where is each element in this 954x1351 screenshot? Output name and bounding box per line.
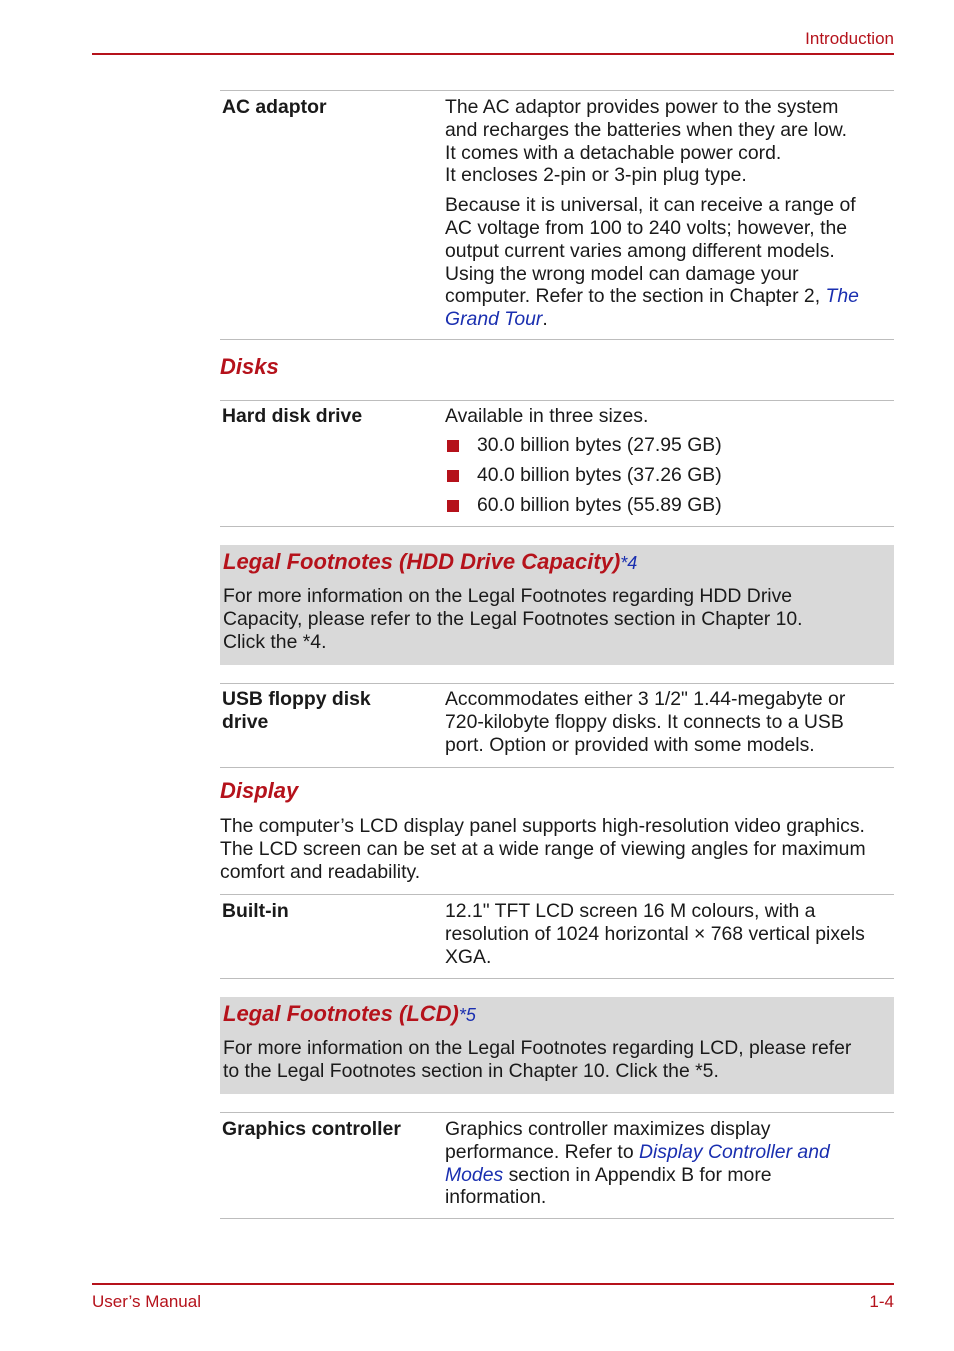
legal-note-title-text: Legal Footnotes (HDD Drive Capacity) bbox=[223, 549, 621, 574]
legal-note-title-text: Legal Footnotes (LCD) bbox=[223, 1001, 459, 1026]
desc-line bbox=[445, 1141, 891, 1164]
term-line: USB floppy disk bbox=[222, 688, 371, 710]
grand-tour-link[interactable]: Grand Tour bbox=[445, 308, 543, 331]
para-line: The computer’s LCD display panel supports high-resolution video graphics. bbox=[220, 815, 865, 837]
legal-note-body bbox=[223, 1037, 888, 1083]
note-line: Click the *4. bbox=[223, 630, 327, 653]
desc-line: 720-kilobyte floppy disks. It connects to a USB bbox=[445, 710, 844, 733]
footer-page-number: 1-4 bbox=[869, 1292, 894, 1311]
desc-line: resolution of 1024 horizontal × 768 vertical pixels bbox=[445, 922, 865, 945]
desc-line: XGA. bbox=[445, 945, 492, 968]
legal-note-hdd bbox=[220, 545, 894, 665]
desc-line bbox=[445, 1164, 891, 1187]
grand-tour-link[interactable]: The bbox=[825, 285, 859, 308]
bullet-square-icon bbox=[447, 440, 459, 452]
row-rule bbox=[220, 978, 894, 979]
para-line: The LCD screen can be set at a wide range of viewing angles for maximum bbox=[220, 837, 866, 860]
desc-text: section in Appendix B for more bbox=[503, 1163, 772, 1186]
footnote-ref-link[interactable]: *5 bbox=[458, 1005, 476, 1025]
note-line: For more information on the Legal Footnotes regarding HDD Drive bbox=[223, 585, 793, 607]
row-rule bbox=[220, 767, 894, 768]
term-line: drive bbox=[222, 710, 269, 733]
desc-line: Using the wrong model can damage your bbox=[445, 262, 799, 285]
desc-line: It comes with a detachable power cord. bbox=[445, 141, 782, 164]
row-rule bbox=[220, 683, 894, 684]
legal-note-title bbox=[223, 1003, 476, 1027]
desc-usb-floppy bbox=[445, 688, 891, 756]
desc-line: AC voltage from 100 to 240 volts; however, the bbox=[445, 216, 848, 239]
desc-text: performance. Refer to bbox=[445, 1140, 639, 1163]
row-rule bbox=[220, 1112, 894, 1113]
desc-built-in bbox=[445, 900, 891, 968]
running-header-section: Introduction bbox=[805, 29, 894, 48]
term-built-in: Built-in bbox=[222, 900, 289, 922]
desc-line: information. bbox=[445, 1186, 547, 1209]
bullet-square-icon bbox=[447, 500, 459, 512]
bullet-square-icon bbox=[447, 470, 459, 482]
section-heading-disks: Disks bbox=[220, 354, 279, 379]
desc-line bbox=[445, 285, 891, 308]
header-rule bbox=[92, 53, 894, 55]
desc-line: Because it is universal, it can receive a range of bbox=[445, 194, 856, 217]
section-heading-display: Display bbox=[220, 778, 299, 803]
row-rule bbox=[220, 894, 894, 895]
term-hard-disk-drive: Hard disk drive bbox=[222, 405, 363, 427]
desc-line: Accommodates either 3 1/2" 1.44-megabyte or bbox=[445, 688, 846, 710]
footnote-ref-link[interactable]: *4 bbox=[620, 553, 638, 573]
desc-ac-adaptor bbox=[445, 96, 891, 331]
note-line: to the Legal Footnotes section in Chapter 10. Click the *5. bbox=[223, 1059, 719, 1082]
desc-hdd-intro: Available in three sizes. bbox=[445, 405, 649, 427]
term-usb-floppy bbox=[222, 688, 432, 734]
table-top-rule bbox=[220, 90, 894, 91]
note-line: For more information on the Legal Footnotes regarding LCD, please refer bbox=[223, 1037, 852, 1059]
list-item-text: 30.0 billion bytes (27.95 GB) bbox=[477, 434, 722, 456]
desc-line: port. Option or provided with some models. bbox=[445, 733, 815, 756]
desc-text: . bbox=[542, 308, 548, 331]
desc-text: computer. Refer to the section in Chapter 2, bbox=[445, 285, 826, 308]
term-graphics-controller: Graphics controller bbox=[222, 1118, 401, 1140]
legal-note-body bbox=[223, 585, 888, 653]
legal-note-lcd bbox=[220, 997, 894, 1094]
display-controller-link[interactable]: Modes bbox=[445, 1163, 504, 1186]
row-rule bbox=[220, 526, 894, 527]
legal-note-title bbox=[223, 551, 637, 575]
para-line: comfort and readability. bbox=[220, 860, 421, 883]
list-item-text: 40.0 billion bytes (37.26 GB) bbox=[477, 464, 722, 486]
desc-graphics-controller bbox=[445, 1118, 891, 1209]
display-controller-link[interactable]: Display Controller and bbox=[639, 1140, 830, 1163]
desc-line: and recharges the batteries when they are low. bbox=[445, 118, 848, 141]
desc-line: 12.1" TFT LCD screen 16 M colours, with a bbox=[445, 900, 816, 922]
list-item-text: 60.0 billion bytes (55.89 GB) bbox=[477, 494, 722, 516]
desc-line: Graphics controller maximizes display bbox=[445, 1118, 771, 1140]
row-rule bbox=[220, 400, 894, 401]
desc-line bbox=[445, 308, 891, 331]
footer-rule bbox=[92, 1283, 894, 1285]
desc-line: It encloses 2-pin or 3-pin plug type. bbox=[445, 164, 747, 187]
display-intro bbox=[220, 815, 894, 883]
desc-line: output current varies among different models. bbox=[445, 239, 835, 262]
footer-manual-title: User’s Manual bbox=[92, 1292, 201, 1311]
note-line: Capacity, please refer to the Legal Footnotes section in Chapter 10. bbox=[223, 607, 803, 630]
row-rule bbox=[220, 1218, 894, 1219]
term-ac-adaptor: AC adaptor bbox=[222, 96, 327, 118]
row-rule bbox=[220, 339, 894, 340]
desc-line: The AC adaptor provides power to the system bbox=[445, 96, 839, 118]
